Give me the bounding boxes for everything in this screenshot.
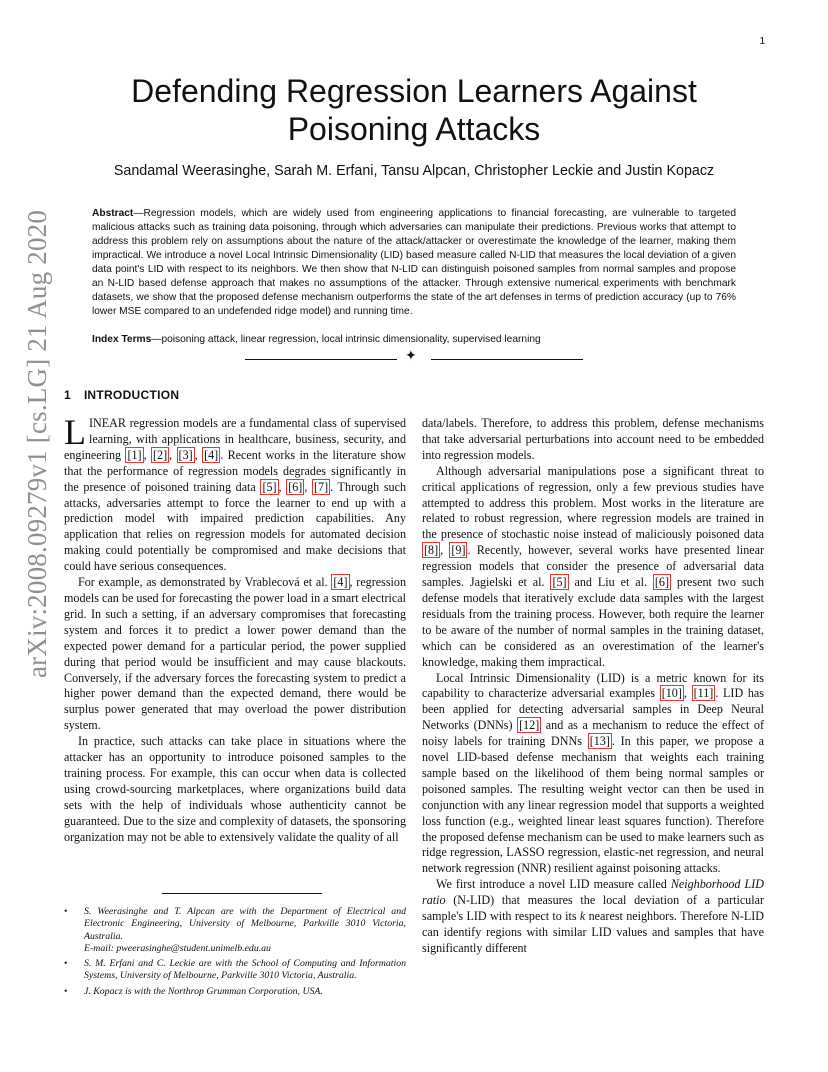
index-terms bbox=[92, 333, 736, 347]
author-list: Sandamal Weerasinghe, Sarah M. Erfani, Tansu Alpcan, Christopher Leckie and Justin Kopacz bbox=[113, 163, 715, 179]
citation-link[interactable]: [1] bbox=[127, 447, 142, 462]
footnote-item bbox=[64, 906, 406, 955]
math-k: k bbox=[579, 909, 586, 924]
footnote-item bbox=[64, 986, 406, 998]
section-title-initial: I bbox=[84, 388, 88, 402]
text-span: . Recently, however, several works have presented linear regression models that consider the presence of adversarial data samples. Jagielski et al. bbox=[422, 543, 765, 590]
footnotes bbox=[64, 906, 406, 1001]
text-span: . Through such attacks, adversaries attempt to force the learner to end up with a prediction model with impaired prediction capabilities. Any application that relies on regression models for automated decision making could potentially be compromised and make decisions that could have serious consequences. bbox=[64, 479, 407, 574]
footnote-text: S. Weerasinghe and T. Alpcan are with the Department of Electrical and Electronic Engineering, University of Melbourne, Parkville 3010 Victoria, Australia. bbox=[84, 906, 406, 942]
citation-link[interactable]: [10] bbox=[661, 686, 682, 701]
citation-link[interactable]: [5] bbox=[552, 575, 567, 590]
footnote-item bbox=[64, 958, 406, 983]
section-title-rest: NTRODUCTION bbox=[87, 388, 180, 402]
abstract-text: —Regression models, which are widely used from engineering applications to financial forecasting, are vulnerable to targeted malicious attacks such as training data poisoning, through which adversaries can manipulate their predictions. Previous works that attempt to address this problem rely on assumptions about the nature of the attack/attacker or overestimate the knowledge of the learner, making them impractical. We introduce a novel Local Intrinsic Dimensionality (LID) based measure called N-LID that measures the local deviation of a given data point's LID with respect to its neighbors. We then show that N-LID can distinguish poisoned samples from normal samples and propose an N-LID based defense approach that makes no assumptions of the attacker. Through extensive numerical experiments with benchmark datasets, we show that the proposed defense mechanism outperforms the state of the art defenses in terms of prediction accuracy (up to 76% lower MSE compared to an undefended ridge model) and running time. bbox=[92, 208, 736, 317]
citation-link[interactable]: [6] bbox=[654, 575, 670, 590]
bullet-icon: • bbox=[64, 906, 68, 917]
text-span: . LID has been applied for detecting adversarial samples in Deep Neural Networks (DNNs) bbox=[422, 686, 765, 733]
arxiv-stamp: arXiv:2008.09279v1 [cs.LG] 21 Aug 2020 bbox=[22, 209, 52, 678]
divider-line-left bbox=[245, 359, 397, 360]
text-span: For example, as demonstrated by Vrablecová et al. bbox=[78, 575, 332, 590]
drop-cap: L bbox=[64, 412, 86, 452]
text-span: We first introduce a novel LID measure called bbox=[436, 877, 671, 892]
section-heading bbox=[64, 388, 179, 402]
footnote-email[interactable]: E-mail: pweerasinghe@student.unimelb.edu.au bbox=[84, 942, 271, 954]
paragraph: Although adversarial manipulations pose a significant threat to critical applications of regression, only a few previous studies have attempted to address this problem. Most works in the literature are related to robust regression, where regression models are trained in the presence of stochastic noise instead of maliciously poisoned data [8] , [9] . Recently, however, several works have presented linear regression models that consider the presence of adversarial data samples. Jagielski et al. [5] and Liu et al. [6] present two such defense models that iteratively exclude data samples with the largest residuals from the training process. However, both require the learner to be aware of the number of normal samples in the training dataset, which can be considered as an overestimation of the learner's knowledge, making them impractical. bbox=[422, 463, 765, 669]
citation-link[interactable]: [13] bbox=[589, 734, 610, 749]
abstract-label: Abstract bbox=[92, 208, 134, 219]
paper-title: Defending Regression Learners Against Poisoning Attacks bbox=[131, 73, 697, 147]
text-span: nearest neighbors. Therefore N-LID can identify regions with similar LID values and samples that have significantly different bbox=[422, 909, 764, 955]
paragraph: In practice, such attacks can take place in situations where the attacker has an opportunity to introduce poisoned samples to the training process. For example, this can occur when data is collected using crowd-sourcing marketplaces, where organizations build data sets with the help of individuals whose authenticity cannot be guaranteed. Due to the size and complexity of datasets, the sponsoring organization may not be able to extensively validate the quality of all bbox=[64, 734, 406, 844]
left-column bbox=[64, 412, 407, 845]
citation-link[interactable]: [6] bbox=[288, 479, 303, 494]
section-divider bbox=[245, 349, 583, 365]
footnote-rule bbox=[162, 893, 322, 894]
paragraph bbox=[422, 877, 764, 957]
text-span: (N-LID) that measures the local deviation of a particular sample's LID with respect to its bbox=[422, 893, 764, 924]
text-span: regression models are a fundamental class of supervised learning, with applications in healthcare, business, security, and engineering bbox=[64, 416, 406, 462]
text-span: and as a mechanism to reduce the effect of noisy labels for training DNNs bbox=[422, 718, 764, 749]
citation-link[interactable]: [5] bbox=[262, 479, 277, 494]
citation-link[interactable]: [2] bbox=[153, 447, 168, 462]
citation-link[interactable]: [9] bbox=[451, 543, 466, 558]
citation-link[interactable]: [7] bbox=[314, 479, 329, 494]
paragraph bbox=[64, 575, 406, 734]
text-span: and Liu et al. bbox=[568, 575, 653, 590]
text-span: . In this paper, we propose a novel LID-based defense mechanism that weights each training sample based on the likelihood of them being normal samples or poisoned samples. The resulting weight vector can then be used in conjunction with any linear regression model that supports a weighted loss function (e.g., weighted linear least squares function). Therefore the proposed defense mechanism can be used to make learners such as ridge regression, LASSO regression, elastic-net regression, and neural network regression (NNR) resilient against poisoning attacks. bbox=[422, 734, 764, 876]
emphasis: Neighborhood LID ratio bbox=[422, 877, 764, 908]
page-number: 1 bbox=[759, 36, 765, 47]
index-terms-text: —poisoning attack, linear regression, local intrinsic dimensionality, supervised learning bbox=[151, 334, 541, 345]
divider-line-right bbox=[431, 359, 583, 360]
footnote-text: J. Kopacz is with the Northrop Grumman Corporation, USA. bbox=[84, 985, 323, 997]
citation-link[interactable]: [12] bbox=[519, 718, 540, 733]
citation-link[interactable]: [3] bbox=[178, 447, 193, 462]
lead-word: INEAR bbox=[89, 416, 126, 430]
right-column bbox=[422, 416, 764, 957]
text-span: . Recent works in the literature show that the performance of regression models degrades significantly in the presence of poisoned training data bbox=[64, 447, 407, 494]
text-span: present two such defense models that iteratively exclude data samples with the largest residuals from the training process. However, both require the learner to be aware of the number of normal samples in the training dataset, which can be considered as an overestimation of the learner's knowledge, making them impractical. bbox=[422, 575, 764, 669]
bullet-icon: • bbox=[64, 985, 68, 997]
index-terms-label: Index Terms bbox=[92, 334, 152, 345]
citation-link[interactable]: [11] bbox=[693, 686, 714, 701]
bullet-icon: • bbox=[64, 958, 68, 970]
citation-link[interactable]: [4] bbox=[204, 447, 219, 462]
paragraph: LINEAR regression models are a fundamental class of supervised learning, with applications in healthcare, business, security, and engineering [1] , [2] , [3] , [4] . Recent works in the literature show that the performance of regression models degrades significantly in the presence of poisoned training data [5] , [6] , [7] . Through such attacks, adversaries attempt to force the learner to end up with a prediction model with impaired prediction capabilities. Any application that relies on regression models for automated decision making could potentially be compromised and make decisions that could have serious consequences. bbox=[64, 412, 407, 574]
paragraph: data/labels. Therefore, to address this problem, defense mechanisms that take adversarial perturbations into account need to be embedded into regression models. bbox=[422, 416, 764, 462]
divider-star-icon: ✦ bbox=[405, 349, 417, 364]
text-span: Although adversarial manipulations pose a significant threat to critical applications of regression, only a few previous studies have attempted to address this problem. Most works in the literature are related to robust regression, where regression models are trained in the presence of stochastic noise instead of maliciously poisoned data bbox=[422, 463, 764, 542]
citation-link[interactable]: [8] bbox=[424, 543, 439, 558]
footnote-text: S. M. Erfani and C. Leckie are with the School of Computing and Information Systems, University of Melbourne, Parkville 3010 Victoria, Australia. bbox=[84, 958, 406, 982]
citation-link[interactable]: [4] bbox=[333, 575, 348, 590]
section-number: 1 bbox=[64, 388, 71, 402]
abstract bbox=[92, 207, 736, 319]
text-span: Local Intrinsic Dimensionality (LID) is a metric known for its capability to characterize adversarial examples bbox=[422, 670, 764, 701]
paragraph: Local Intrinsic Dimensionality (LID) is a metric known for its capability to characterize adversarial examples [10] , [11] . LID has been applied for detecting adversarial samples in Deep Neural Networks (DNNs) [12] and as a mechanism to reduce the effect of noisy labels for training DNNs [13] . In this paper, we propose a novel LID-based defense mechanism that weights each training sample based on the likelihood of them being normal samples or poisoned samples. The resulting weight vector can then be used in conjunction with any linear regression model that supports a weighted loss function (e.g., weighted linear least squares function). Therefore the proposed defense mechanism can be used to make learners such as ridge regression, LASSO regression, elastic-net regression, and neural network regression (NNR) resilient against poisoning attacks. bbox=[422, 670, 765, 876]
text-span: , regression models can be used for forecasting the power load in a smart electrical grid. In such a setting, if an adversary compromises that forecasting system and forces it to predict a lower power demand than the expected power demand for a particular period, the power supplied during that period would be insufficient and may cause blackouts. Conversely, if the adversary forces the forecasting system to predict a higher power demand than the expected demand, there would be surplus power generated that may overload the power distribution system. bbox=[64, 575, 406, 733]
